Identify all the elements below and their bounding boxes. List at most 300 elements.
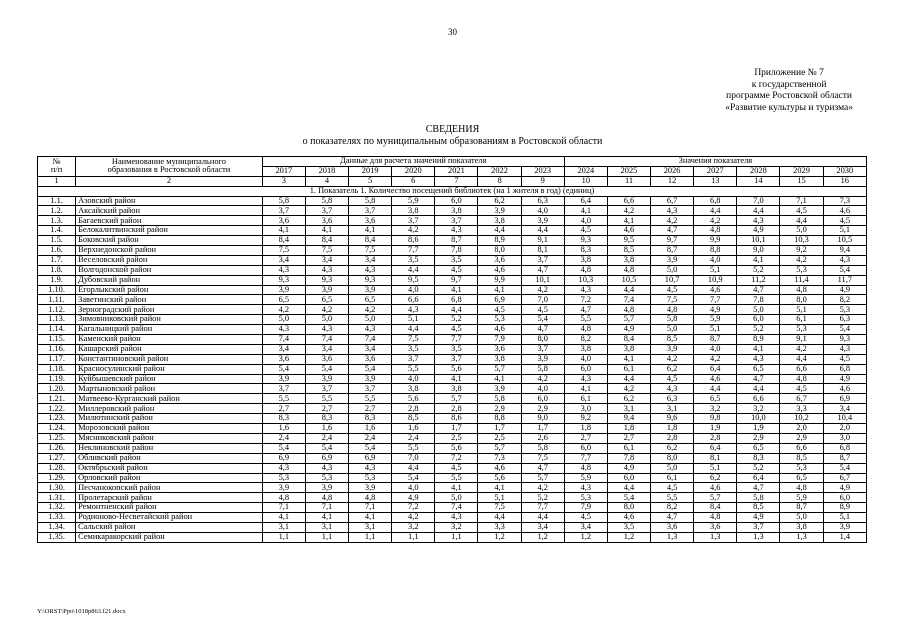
row-value: 7,2 <box>392 503 435 513</box>
row-value: 3,7 <box>521 344 564 354</box>
row-number: 1.27. <box>38 453 76 463</box>
header-column-number: 2 <box>76 176 263 186</box>
document-title: СВЕДЕНИЯ <box>425 124 480 135</box>
row-value: 4,7 <box>521 265 564 275</box>
row-value: 4,4 <box>694 206 737 216</box>
row-number: 1.9. <box>38 275 76 285</box>
row-value: 3,4 <box>305 255 348 265</box>
row-value: 6,4 <box>694 443 737 453</box>
row-value: 6,5 <box>349 295 392 305</box>
row-value: 6,2 <box>651 443 694 453</box>
row-value: 4,1 <box>737 255 780 265</box>
row-number: 1.35. <box>38 532 76 542</box>
row-value: 4,8 <box>262 493 305 503</box>
row-value: 4,3 <box>305 265 348 275</box>
row-value: 7,0 <box>521 295 564 305</box>
row-value: 4,5 <box>823 216 866 226</box>
row-value: 3,9 <box>478 384 521 394</box>
row-value: 4,5 <box>780 206 823 216</box>
row-value: 8,9 <box>478 236 521 246</box>
row-value: 4,1 <box>435 285 478 295</box>
row-value: 5,1 <box>694 265 737 275</box>
row-value: 2,9 <box>737 433 780 443</box>
row-value: 7,4 <box>435 503 478 513</box>
row-value: 4,4 <box>478 226 521 236</box>
row-value: 6,3 <box>521 196 564 206</box>
row-value: 8,2 <box>564 335 607 345</box>
table-row <box>38 443 867 453</box>
header-year: 2025 <box>607 166 650 176</box>
table-row <box>38 295 867 305</box>
row-number: 1.7. <box>38 255 76 265</box>
row-value: 5,4 <box>823 265 866 275</box>
header-column-number: 7 <box>435 176 478 186</box>
row-value: 4,4 <box>780 216 823 226</box>
row-value: 3,6 <box>478 344 521 354</box>
row-value: 1,7 <box>521 424 564 434</box>
row-value: 9,3 <box>823 335 866 345</box>
row-value: 5,5 <box>305 394 348 404</box>
row-value: 8,7 <box>651 246 694 256</box>
row-value: 5,7 <box>435 394 478 404</box>
row-value: 2,8 <box>651 433 694 443</box>
row-municipality-name: Неклиновский район <box>76 443 263 453</box>
table-row <box>38 374 867 384</box>
row-value: 4,4 <box>607 483 650 493</box>
header-year: 2024 <box>564 166 607 176</box>
row-value: 6,9 <box>823 394 866 404</box>
header-column-number: 4 <box>305 176 348 186</box>
row-value: 1,3 <box>694 532 737 542</box>
row-value: 7,1 <box>305 503 348 513</box>
row-number: 1.25. <box>38 433 76 443</box>
row-value: 4,2 <box>651 216 694 226</box>
table-row <box>38 473 867 483</box>
row-value: 9,2 <box>564 414 607 424</box>
table-row <box>38 394 867 404</box>
document-subtitle: о показателях по муниципальным образованиям в Ростовской области <box>302 135 603 147</box>
table-row <box>38 315 867 325</box>
row-value: 1,2 <box>521 532 564 542</box>
row-value: 6,1 <box>780 315 823 325</box>
row-value: 8,4 <box>262 236 305 246</box>
header-column-number: 9 <box>521 176 564 186</box>
row-number: 1.16. <box>38 344 76 354</box>
row-value: 3,4 <box>262 344 305 354</box>
row-value: 1,7 <box>478 424 521 434</box>
row-value: 4,7 <box>737 285 780 295</box>
row-value: 3,8 <box>435 206 478 216</box>
row-value: 7,4 <box>262 335 305 345</box>
row-value: 5,4 <box>262 364 305 374</box>
row-value: 6,5 <box>780 473 823 483</box>
row-municipality-name: Константиновский район <box>76 354 263 364</box>
row-value: 4,1 <box>305 513 348 523</box>
row-value: 4,3 <box>392 305 435 315</box>
row-value: 9,5 <box>392 275 435 285</box>
row-value: 5,7 <box>478 364 521 374</box>
section-row <box>38 186 867 196</box>
row-value: 5,3 <box>823 305 866 315</box>
row-value: 5,8 <box>305 196 348 206</box>
header-column-number: 13 <box>694 176 737 186</box>
row-value: 10,1 <box>737 236 780 246</box>
row-value: 1,6 <box>305 424 348 434</box>
row-value: 6,9 <box>305 453 348 463</box>
row-value: 4,1 <box>435 483 478 493</box>
row-value: 1,6 <box>262 424 305 434</box>
row-value: 5,5 <box>349 394 392 404</box>
row-value: 3,7 <box>392 216 435 226</box>
row-value: 3,1 <box>607 404 650 414</box>
row-value: 4,2 <box>521 374 564 384</box>
row-number: 1.26. <box>38 443 76 453</box>
row-value: 4,3 <box>737 354 780 364</box>
row-value: 4,6 <box>607 513 650 523</box>
row-value: 4,3 <box>651 206 694 216</box>
row-value: 4,6 <box>478 265 521 275</box>
row-value: 4,8 <box>780 374 823 384</box>
row-municipality-name: Красносулинский район <box>76 364 263 374</box>
row-value: 1,9 <box>737 424 780 434</box>
row-value: 7,8 <box>737 295 780 305</box>
row-value: 4,2 <box>349 305 392 315</box>
row-value: 5,8 <box>737 493 780 503</box>
row-value: 4,6 <box>478 325 521 335</box>
row-value: 4,6 <box>478 463 521 473</box>
row-value: 4,3 <box>262 265 305 275</box>
table-row <box>38 236 867 246</box>
row-value: 7,5 <box>349 246 392 256</box>
row-value: 5,3 <box>564 493 607 503</box>
appendix-line: «Развитие культуры и туризма» <box>725 102 853 113</box>
row-value: 4,2 <box>607 384 650 394</box>
row-value: 3,6 <box>349 354 392 364</box>
row-value: 3,9 <box>349 483 392 493</box>
row-value: 6,5 <box>737 443 780 453</box>
row-value: 4,3 <box>349 463 392 473</box>
header-year: 2018 <box>305 166 348 176</box>
row-municipality-name: Боковский район <box>76 236 263 246</box>
row-value: 3,7 <box>435 216 478 226</box>
row-value: 2,0 <box>780 424 823 434</box>
row-value: 6,2 <box>651 364 694 374</box>
row-value: 4,6 <box>694 374 737 384</box>
row-value: 4,1 <box>349 226 392 236</box>
row-value: 4,1 <box>435 374 478 384</box>
row-value: 3,4 <box>564 522 607 532</box>
header-year: 2021 <box>435 166 478 176</box>
header-year: 2022 <box>478 166 521 176</box>
row-value: 4,6 <box>823 206 866 216</box>
row-value: 3,8 <box>780 522 823 532</box>
table-row <box>38 483 867 493</box>
row-value: 6,2 <box>694 473 737 483</box>
row-value: 7,0 <box>737 196 780 206</box>
row-value: 4,9 <box>823 483 866 493</box>
header-column-number: 16 <box>823 176 866 186</box>
row-value: 4,5 <box>435 265 478 275</box>
row-value: 5,0 <box>435 493 478 503</box>
row-value: 1,1 <box>392 532 435 542</box>
row-municipality-name: Ремонтненский район <box>76 503 263 513</box>
row-value: 4,8 <box>305 493 348 503</box>
row-value: 4,3 <box>262 325 305 335</box>
row-value: 3,5 <box>392 255 435 265</box>
row-value: 3,9 <box>823 522 866 532</box>
row-value: 8,4 <box>694 503 737 513</box>
row-value: 8,7 <box>694 335 737 345</box>
row-value: 3,0 <box>823 433 866 443</box>
row-value: 3,4 <box>349 255 392 265</box>
row-value: 7,4 <box>349 335 392 345</box>
row-value: 4,6 <box>694 285 737 295</box>
header-year: 2026 <box>651 166 694 176</box>
row-value: 5,2 <box>521 493 564 503</box>
row-value: 8,5 <box>392 414 435 424</box>
row-value: 3,9 <box>651 344 694 354</box>
row-value: 4,1 <box>607 216 650 226</box>
row-value: 7,5 <box>651 295 694 305</box>
row-municipality-name: Кагальницкий район <box>76 325 263 335</box>
row-value: 9,3 <box>564 236 607 246</box>
row-municipality-name: Аксайский район <box>76 206 263 216</box>
row-number: 1.14. <box>38 325 76 335</box>
table-row <box>38 285 867 295</box>
table-row <box>38 226 867 236</box>
row-value: 3,6 <box>694 522 737 532</box>
row-value: 3,9 <box>262 374 305 384</box>
row-value: 5,1 <box>823 513 866 523</box>
row-value: 5,0 <box>651 325 694 335</box>
table-row <box>38 335 867 345</box>
row-value: 4,4 <box>780 354 823 364</box>
table-row <box>38 216 867 226</box>
row-value: 4,3 <box>564 285 607 295</box>
row-value: 5,1 <box>478 493 521 503</box>
row-value: 4,0 <box>521 384 564 394</box>
row-value: 4,3 <box>651 384 694 394</box>
row-value: 10,9 <box>694 275 737 285</box>
row-value: 5,1 <box>780 305 823 315</box>
row-value: 5,4 <box>349 443 392 453</box>
row-value: 1,6 <box>392 424 435 434</box>
row-value: 8,9 <box>823 503 866 513</box>
row-value: 7,5 <box>262 246 305 256</box>
row-value: 3,8 <box>564 344 607 354</box>
row-municipality-name: Сальский район <box>76 522 263 532</box>
row-value: 1,6 <box>349 424 392 434</box>
row-value: 3,4 <box>262 255 305 265</box>
row-value: 4,3 <box>435 513 478 523</box>
table-row <box>38 493 867 503</box>
row-municipality-name: Дубовский район <box>76 275 263 285</box>
row-municipality-name: Родионово-Несветайский район <box>76 513 263 523</box>
row-value: 1,8 <box>607 424 650 434</box>
header-colnum-row <box>38 176 867 186</box>
row-value: 6,1 <box>564 394 607 404</box>
appendix-line: к государственной <box>751 79 827 90</box>
row-value: 6,9 <box>478 295 521 305</box>
row-value: 9,2 <box>780 246 823 256</box>
row-value: 4,9 <box>607 325 650 335</box>
row-value: 4,2 <box>694 354 737 364</box>
row-value: 4,5 <box>521 305 564 315</box>
row-value: 3,7 <box>305 206 348 216</box>
row-value: 4,1 <box>478 374 521 384</box>
row-value: 7,1 <box>349 503 392 513</box>
row-value: 4,3 <box>564 483 607 493</box>
row-value: 4,7 <box>521 463 564 473</box>
row-value: 4,8 <box>564 325 607 335</box>
row-value: 7,4 <box>607 295 650 305</box>
row-value: 6,8 <box>435 295 478 305</box>
row-value: 3,2 <box>435 522 478 532</box>
row-value: 11,4 <box>780 275 823 285</box>
table-row <box>38 364 867 374</box>
row-value: 2,8 <box>435 404 478 414</box>
appendix-line: Приложение № 7 <box>754 68 824 78</box>
row-value: 5,3 <box>780 265 823 275</box>
row-value: 2,0 <box>823 424 866 434</box>
appendix-block <box>725 68 853 114</box>
row-value: 3,8 <box>435 384 478 394</box>
row-municipality-name: Мясниковский район <box>76 433 263 443</box>
row-value: 5,9 <box>780 493 823 503</box>
row-value: 3,9 <box>305 285 348 295</box>
row-value: 1,1 <box>435 532 478 542</box>
row-value: 4,7 <box>564 305 607 315</box>
row-value: 3,8 <box>478 354 521 364</box>
row-value: 7,5 <box>478 503 521 513</box>
row-value: 7,2 <box>564 295 607 305</box>
row-value: 6,3 <box>823 315 866 325</box>
row-number: 1.34. <box>38 522 76 532</box>
table-row <box>38 453 867 463</box>
row-number: 1.29. <box>38 473 76 483</box>
row-number: 1.11. <box>38 295 76 305</box>
row-value: 1,1 <box>305 532 348 542</box>
table-row <box>38 196 867 206</box>
row-municipality-name: Кашарский район <box>76 344 263 354</box>
row-value: 8,0 <box>651 453 694 463</box>
row-value: 2,5 <box>435 433 478 443</box>
row-value: 5,8 <box>262 196 305 206</box>
table-row <box>38 532 867 542</box>
row-value: 3,5 <box>435 255 478 265</box>
table-row <box>38 344 867 354</box>
row-value: 10,2 <box>780 414 823 424</box>
header-column-number: 6 <box>392 176 435 186</box>
page-number: 30 <box>448 27 457 37</box>
row-value: 2,4 <box>349 433 392 443</box>
row-value: 8,3 <box>349 414 392 424</box>
row-number: 1.8. <box>38 265 76 275</box>
row-value: 5,6 <box>435 443 478 453</box>
table-row <box>38 305 867 315</box>
row-value: 8,7 <box>435 236 478 246</box>
row-value: 3,5 <box>435 344 478 354</box>
row-value: 4,2 <box>521 483 564 493</box>
row-value: 1,8 <box>564 424 607 434</box>
row-value: 4,2 <box>305 305 348 315</box>
row-value: 7,4 <box>305 335 348 345</box>
row-value: 1,1 <box>262 532 305 542</box>
row-value: 3,5 <box>607 522 650 532</box>
table-row <box>38 354 867 364</box>
row-municipality-name: Белокалитвинский район <box>76 226 263 236</box>
row-value: 6,8 <box>823 364 866 374</box>
row-number: 1.3. <box>38 216 76 226</box>
row-value: 5,1 <box>823 226 866 236</box>
header-year: 2029 <box>780 166 823 176</box>
table-row <box>38 325 867 335</box>
row-value: 4,5 <box>435 463 478 473</box>
row-value: 4,9 <box>823 374 866 384</box>
row-value: 6,8 <box>823 443 866 453</box>
row-value: 8,0 <box>521 335 564 345</box>
row-value: 6,0 <box>737 315 780 325</box>
row-value: 3,3 <box>780 404 823 414</box>
row-value: 4,1 <box>305 226 348 236</box>
row-value: 4,4 <box>737 206 780 216</box>
row-municipality-name: Морозовский район <box>76 424 263 434</box>
row-value: 4,4 <box>607 374 650 384</box>
row-value: 3,6 <box>262 216 305 226</box>
row-value: 4,9 <box>694 305 737 315</box>
row-value: 8,2 <box>651 503 694 513</box>
row-value: 3,7 <box>392 354 435 364</box>
row-value: 5,5 <box>651 493 694 503</box>
row-value: 6,7 <box>651 196 694 206</box>
row-value: 11,7 <box>823 275 866 285</box>
row-value: 4,9 <box>737 226 780 236</box>
row-value: 4,6 <box>823 384 866 394</box>
title-block <box>0 124 905 147</box>
row-value: 9,5 <box>607 236 650 246</box>
row-value: 6,1 <box>651 473 694 483</box>
header-column-number: 11 <box>607 176 650 186</box>
row-value: 3,7 <box>305 384 348 394</box>
row-value: 4,8 <box>694 226 737 236</box>
row-value: 7,9 <box>478 335 521 345</box>
row-value: 4,5 <box>478 305 521 315</box>
row-value: 10,1 <box>521 275 564 285</box>
header-column-number: 12 <box>651 176 694 186</box>
table-row <box>38 206 867 216</box>
row-value: 4,5 <box>435 325 478 335</box>
row-value: 7,5 <box>521 453 564 463</box>
row-value: 3,8 <box>607 255 650 265</box>
row-municipality-name: Волгодонской район <box>76 265 263 275</box>
row-value: 1,7 <box>435 424 478 434</box>
row-value: 3,7 <box>521 255 564 265</box>
row-value: 9,9 <box>694 236 737 246</box>
row-value: 4,1 <box>564 206 607 216</box>
row-value: 2,9 <box>521 404 564 414</box>
row-value: 5,3 <box>262 473 305 483</box>
row-value: 3,6 <box>305 354 348 364</box>
row-value: 9,4 <box>607 414 650 424</box>
row-municipality-name: Миллеровский район <box>76 404 263 414</box>
row-value: 3,8 <box>478 216 521 226</box>
footer-path: Y:\ORST\Ppo\1018p863.f21.docx <box>37 608 126 615</box>
row-municipality-name: Милютинский район <box>76 414 263 424</box>
row-value: 3,6 <box>349 216 392 226</box>
row-value: 7,7 <box>521 503 564 513</box>
row-value: 4,2 <box>694 216 737 226</box>
row-value: 3,4 <box>823 404 866 414</box>
